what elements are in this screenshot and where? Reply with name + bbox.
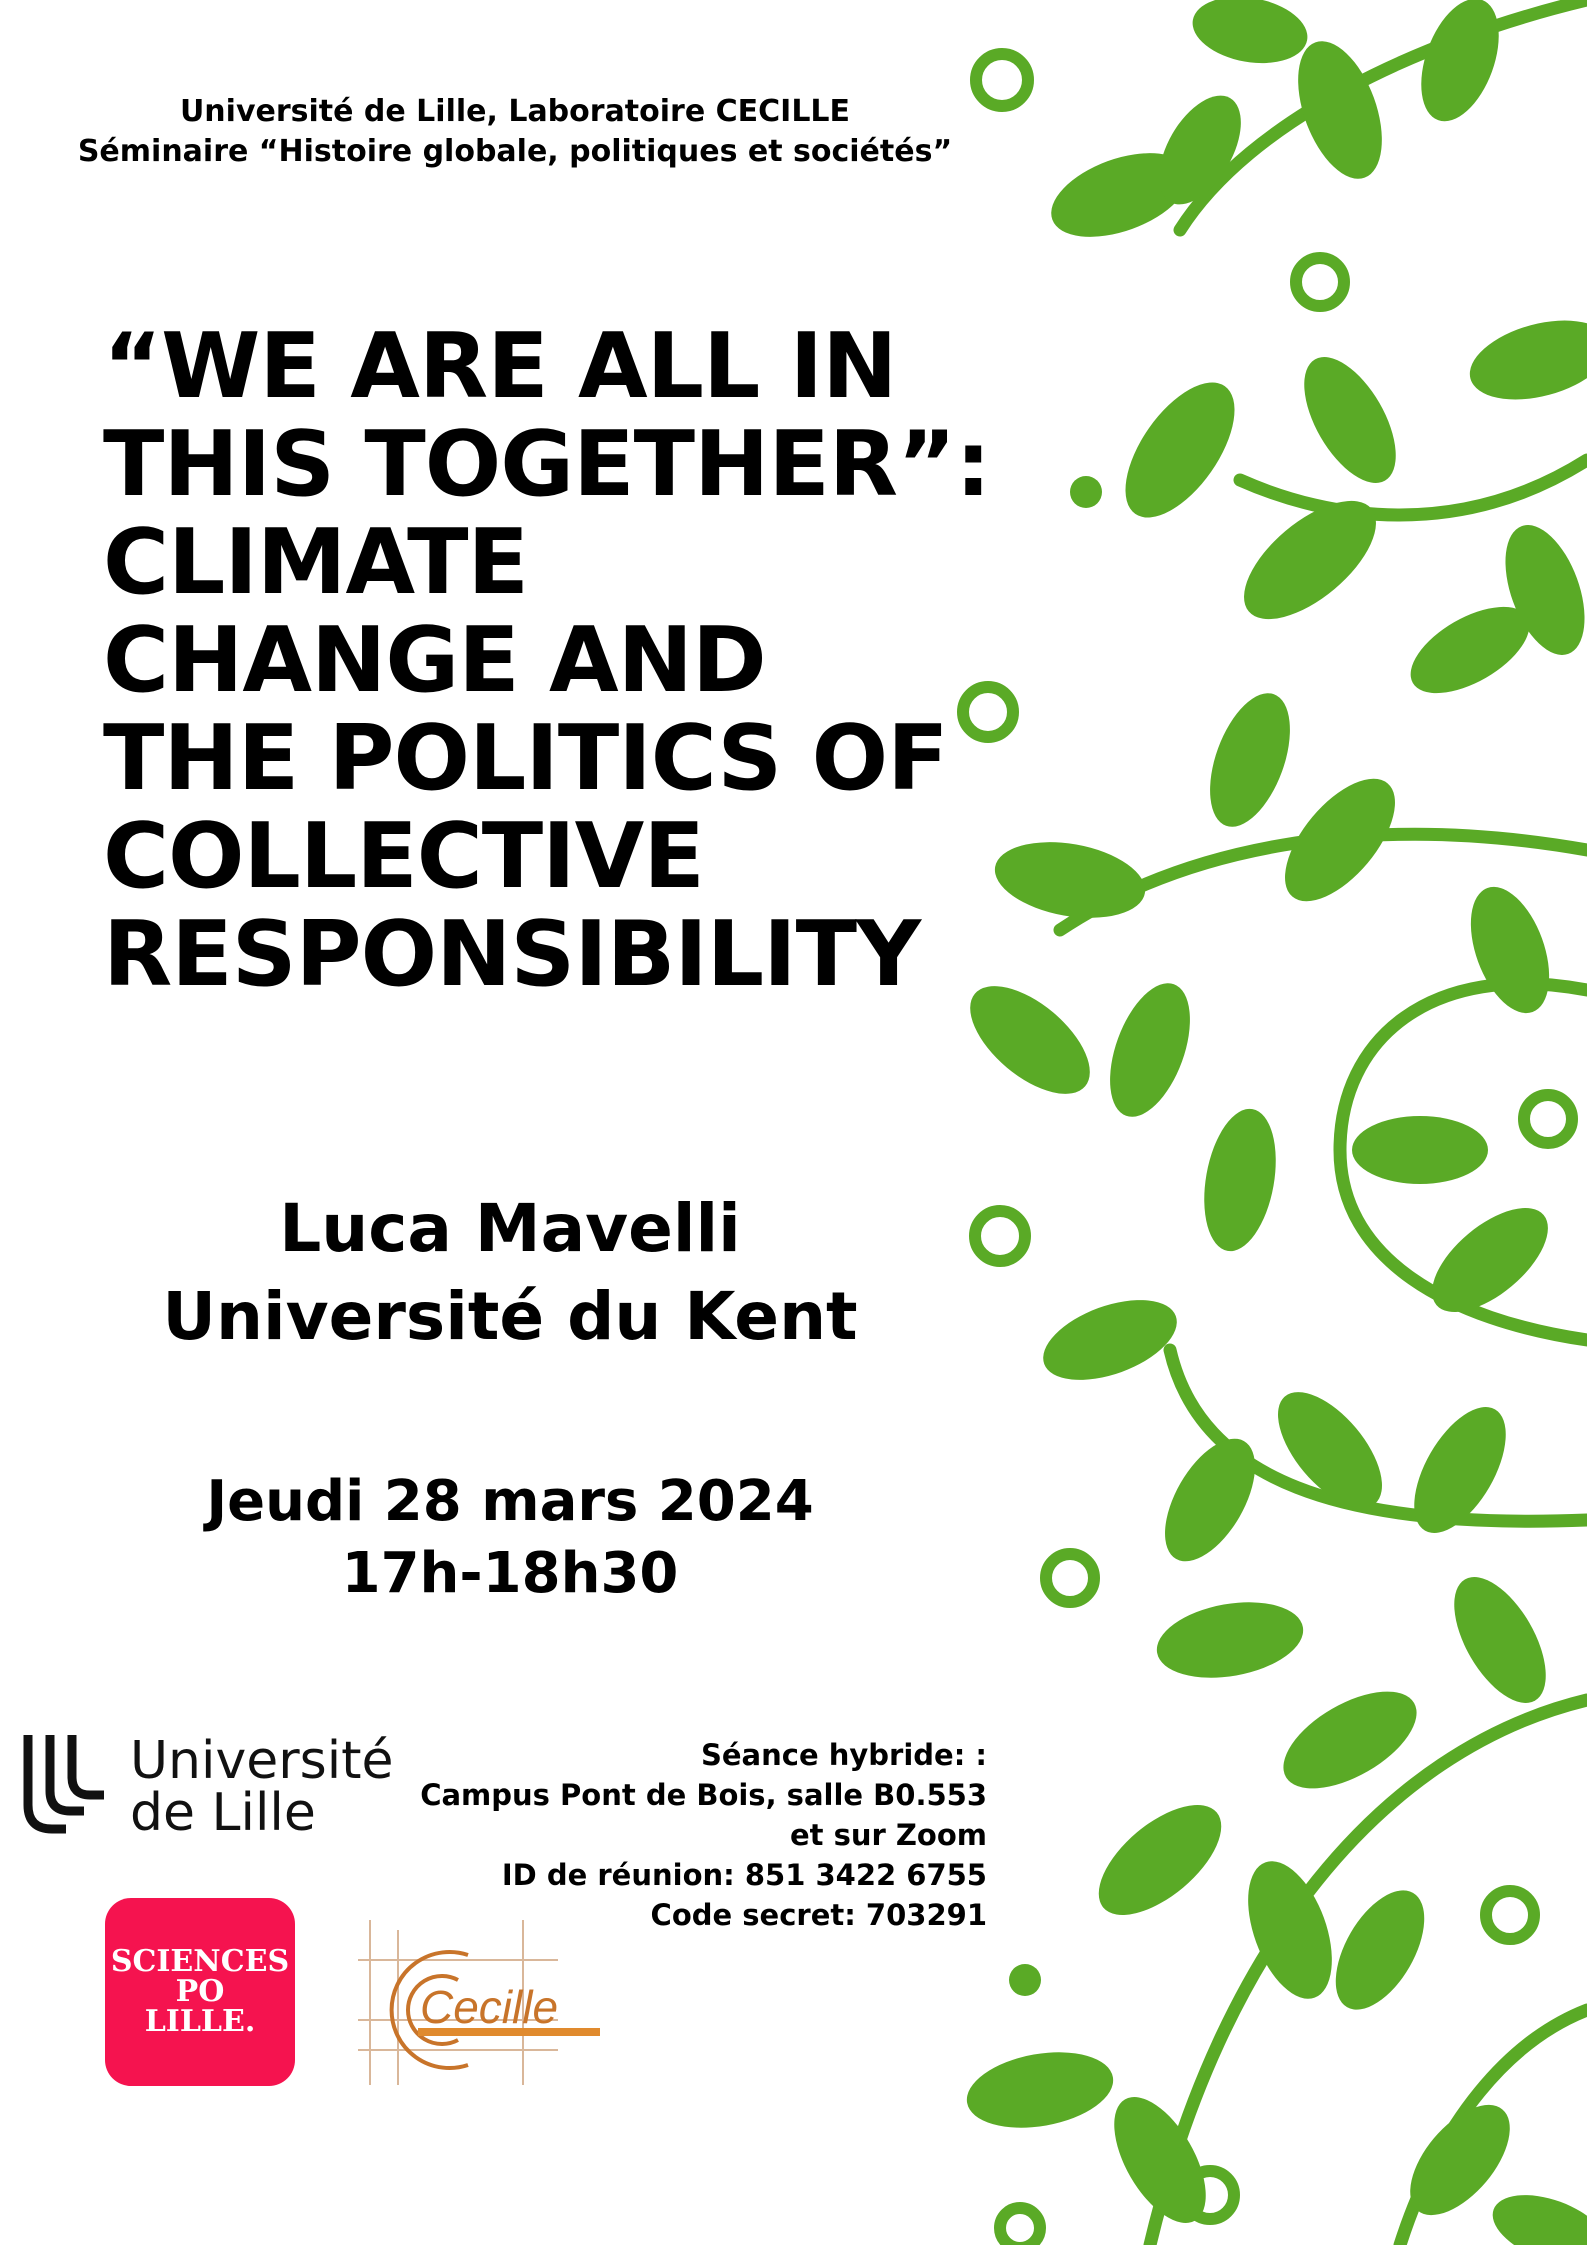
title-line: RESPONSIBILITY [103, 902, 921, 1007]
zoom-passcode: Code secret: 703291 [650, 1898, 987, 1932]
ulille-mark-icon [20, 1733, 120, 1843]
ulille-line-2: de Lille [130, 1783, 316, 1843]
title-line: “WE ARE ALL IN [103, 314, 897, 419]
talk-title [103, 314, 1003, 1007]
event-date: Jeudi 28 mars 2024 [206, 1469, 814, 1534]
sciences-po-lille-text: SCIENCES PO LILLE. [110, 1944, 290, 2039]
cecille-wordmark: Cecille [420, 1981, 559, 2033]
header-line-2: Séminaire “Histoire globale, politiques et sociétés” [77, 134, 953, 169]
session-location: Campus Pont de Bois, salle B0.553 [420, 1778, 987, 1812]
speaker-affiliation: Université du Kent [162, 1278, 858, 1355]
cecille-logo [358, 1920, 618, 2085]
event-time: 17h-18h30 [341, 1541, 679, 1606]
session-online: et sur Zoom [789, 1818, 987, 1852]
title-line: CLIMATE [103, 510, 528, 615]
title-line: THE POLITICS OF [103, 706, 948, 811]
event-datetime [60, 1466, 960, 1610]
header-line-1: Université de Lille, Laboratoire CECILLE [179, 94, 851, 129]
universite-de-lille-logo [20, 1733, 420, 1843]
title-line: CHANGE AND [103, 608, 766, 713]
session-info [387, 1735, 987, 1935]
ulille-line-1: Université [130, 1731, 394, 1791]
zoom-meeting-id: ID de réunion: 851 3422 6755 [501, 1858, 987, 1892]
sciences-po-lille-logo [105, 1898, 295, 2086]
title-line: COLLECTIVE [103, 804, 704, 909]
speaker-block [60, 1185, 960, 1361]
seminar-header [40, 92, 990, 172]
session-type: Séance hybride: : [701, 1738, 987, 1772]
speaker-name: Luca Mavelli [279, 1190, 741, 1267]
title-line: THIS TOGETHER”: [103, 412, 991, 517]
